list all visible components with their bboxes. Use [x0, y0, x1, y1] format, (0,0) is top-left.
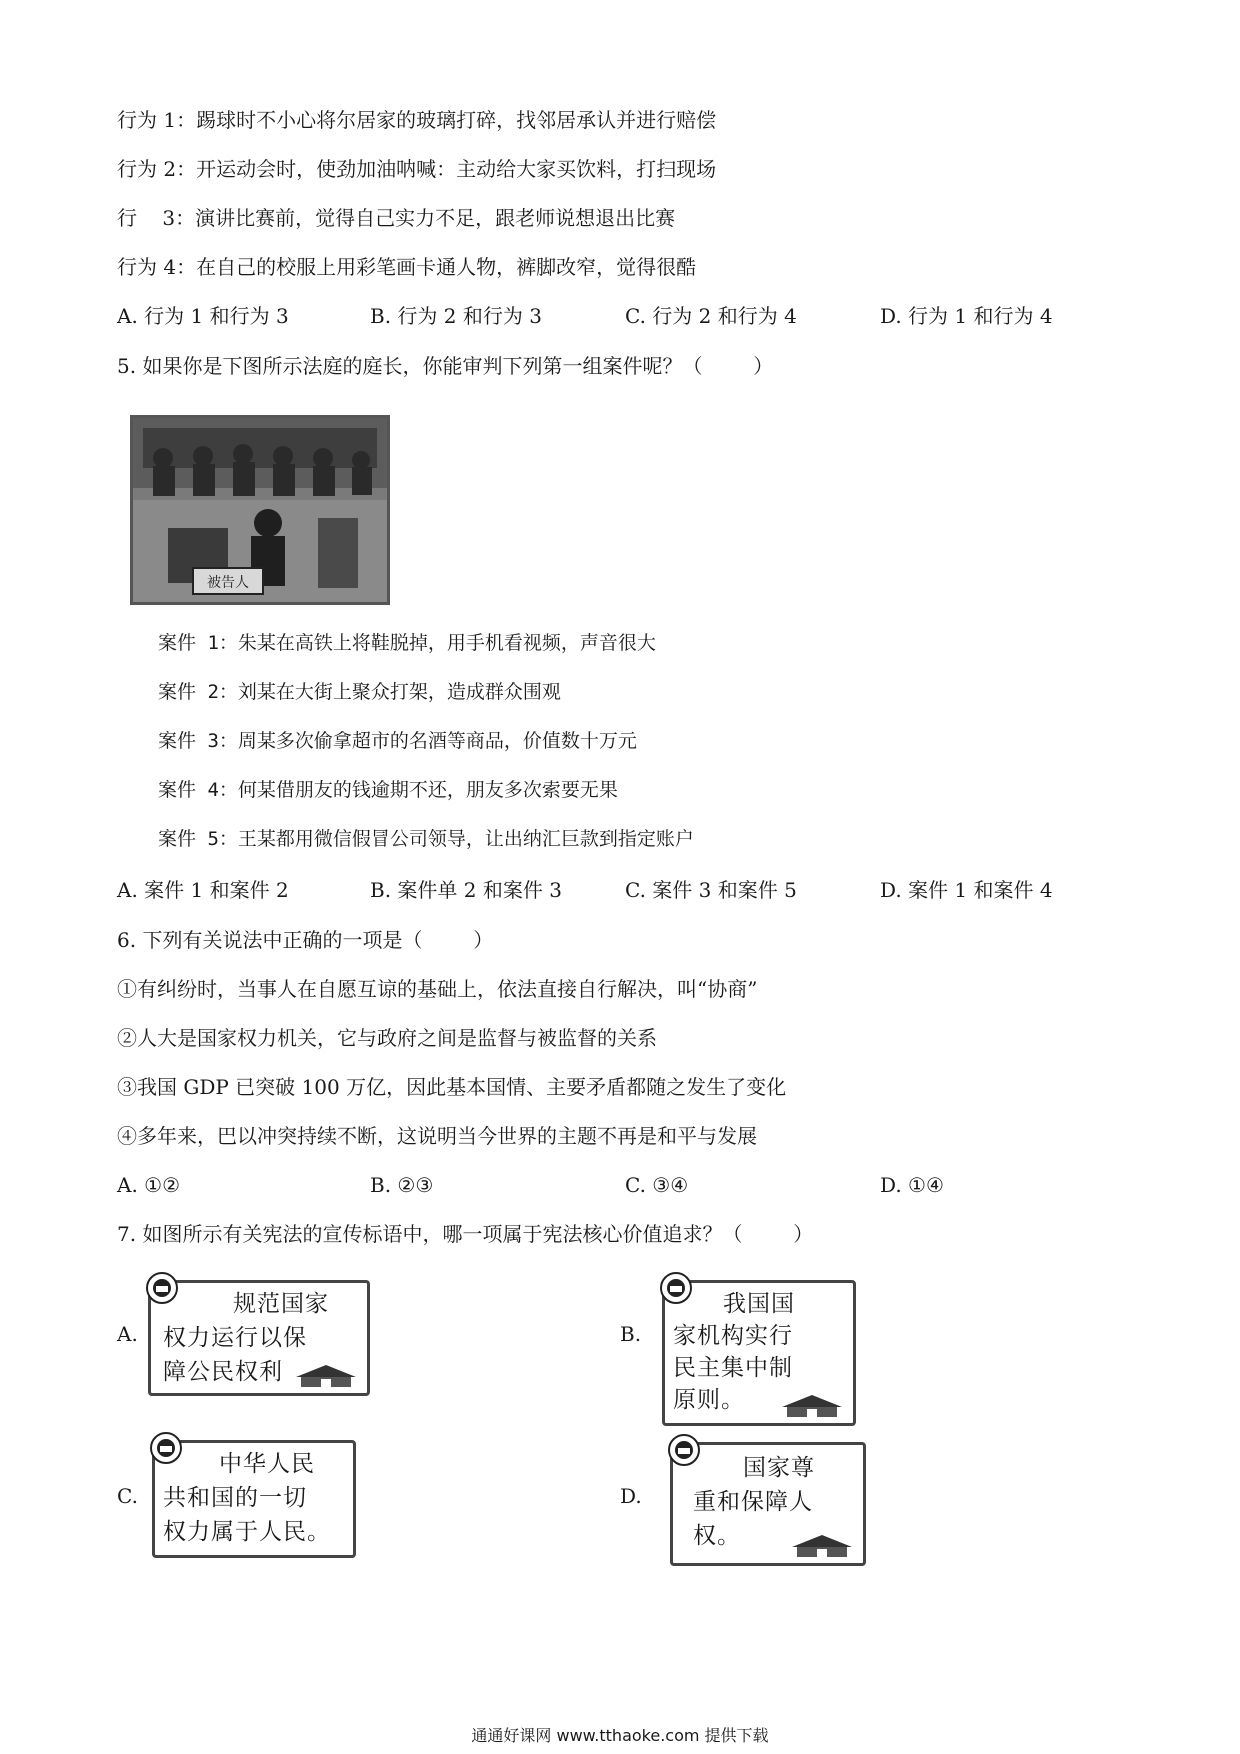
footer-watermark: 通通好课网 www.tthaoke.com 提供下载	[471, 1726, 769, 1745]
slogan-b-line-1: 我国国	[723, 1291, 795, 1317]
q6-stem: 6. 下列有关说法中正确的一项是（ ）	[117, 928, 494, 952]
q4-option-c: C. 行为 2 和行为 4	[625, 304, 797, 328]
slogan-b-line-3: 民主集中制	[673, 1355, 793, 1381]
q5-stem: 5. 如果你是下图所示法庭的庭长，你能审判下列第一组案件呢？（ ）	[117, 354, 774, 378]
q6-statement-3: ③我国 GDP 已突破 100 万亿，因此基本国情、主要矛盾都随之发生了变化	[117, 1075, 787, 1099]
slogan-d-line-2: 重和保障人	[693, 1489, 813, 1515]
defendant-sign: 被告人	[207, 575, 249, 591]
slogan-card-b	[662, 1280, 856, 1426]
behavior-4: 行为 4：在自己的校服上用彩笔画卡通人物，裤脚改窄，觉得很酷	[117, 255, 697, 279]
q4-option-b: B. 行为 2 和行为 3	[370, 304, 542, 328]
slogan-a-line-1: 规范国家	[233, 1291, 329, 1317]
behavior-2: 行为 2：开运动会时，使劲加油呐喊：主动给大家买饮料，打扫现场	[117, 157, 717, 181]
q6-option-d: D. ①④	[880, 1173, 944, 1197]
courtroom-photo	[130, 415, 390, 605]
slogan-card-c	[152, 1440, 356, 1558]
slogan-card-d	[670, 1442, 866, 1566]
q6-option-b: B. ②③	[370, 1173, 434, 1197]
tiananmen-icon	[291, 1363, 361, 1389]
q6-statement-2: ②人大是国家权力机关，它与政府之间是监督与被监督的关系	[117, 1026, 657, 1050]
q6-statement-4: ④多年来，巴以冲突持续不断，这说明当今世界的主题不再是和平与发展	[117, 1124, 757, 1148]
slogan-c-letter: C.	[117, 1484, 138, 1508]
tiananmen-icon	[787, 1533, 857, 1559]
q4-option-a: A. 行为 1 和行为 3	[117, 304, 289, 328]
slogan-b-letter: B.	[620, 1322, 642, 1346]
national-emblem-icon	[145, 1271, 179, 1305]
slogan-a-line-3: 障公民权利	[163, 1359, 283, 1385]
national-emblem-icon	[149, 1431, 183, 1465]
case-2: 案件 2：刘某在大街上聚众打架，造成群众围观	[158, 681, 561, 703]
q6-option-a: A. ①②	[117, 1173, 181, 1197]
slogan-c-line-3: 权力属于人民。	[163, 1519, 331, 1545]
case-5: 案件 5：王某都用微信假冒公司领导，让出纳汇巨款到指定账户	[158, 828, 694, 850]
behavior-1: 行为 1：踢球时不小心将尔居家的玻璃打碎，找邻居承认并进行赔偿	[117, 108, 717, 132]
tiananmen-icon	[777, 1393, 847, 1419]
slogan-c-line-1: 中华人民	[219, 1451, 315, 1477]
slogan-d-line-3: 权。	[693, 1523, 741, 1549]
case-3: 案件 3：周某多次偷拿超市的名酒等商品，价值数十万元	[158, 730, 637, 752]
case-4: 案件 4：何某借朋友的钱逾期不还，朋友多次索要无果	[158, 779, 618, 801]
q4-option-d: D. 行为 1 和行为 4	[880, 304, 1053, 328]
national-emblem-icon	[659, 1271, 693, 1305]
q5-option-a: A. 案件 1 和案件 2	[117, 878, 289, 902]
national-emblem-icon	[667, 1433, 701, 1467]
q7-stem: 7. 如图所示有关宪法的宣传标语中，哪一项属于宪法核心价值追求？（ ）	[117, 1222, 814, 1246]
slogan-d-line-1: 国家尊	[743, 1455, 815, 1481]
slogan-d-letter: D.	[620, 1484, 642, 1508]
q5-option-c: C. 案件 3 和案件 5	[625, 878, 797, 902]
slogan-b-line-4: 原则。	[673, 1387, 745, 1413]
behavior-3: 行 3：演讲比赛前，觉得自己实力不足，跟老师说想退出比赛	[117, 206, 676, 230]
q5-option-b: B. 案件单 2 和案件 3	[370, 878, 562, 902]
case-1: 案件 1：朱某在高铁上将鞋脱掉，用手机看视频，声音很大	[158, 632, 656, 654]
slogan-b-line-2: 家机构实行	[673, 1323, 793, 1349]
slogan-card-a	[148, 1280, 370, 1396]
slogan-a-letter: A.	[117, 1322, 138, 1346]
slogan-a-line-2: 权力运行以保	[163, 1325, 307, 1351]
q6-statement-1: ①有纠纷时，当事人在自愿互谅的基础上，依法直接自行解决，叫“协商”	[117, 977, 758, 1001]
slogan-c-line-2: 共和国的一切	[163, 1485, 307, 1511]
q5-option-d: D. 案件 1 和案件 4	[880, 878, 1053, 902]
q6-option-c: C. ③④	[625, 1173, 689, 1197]
